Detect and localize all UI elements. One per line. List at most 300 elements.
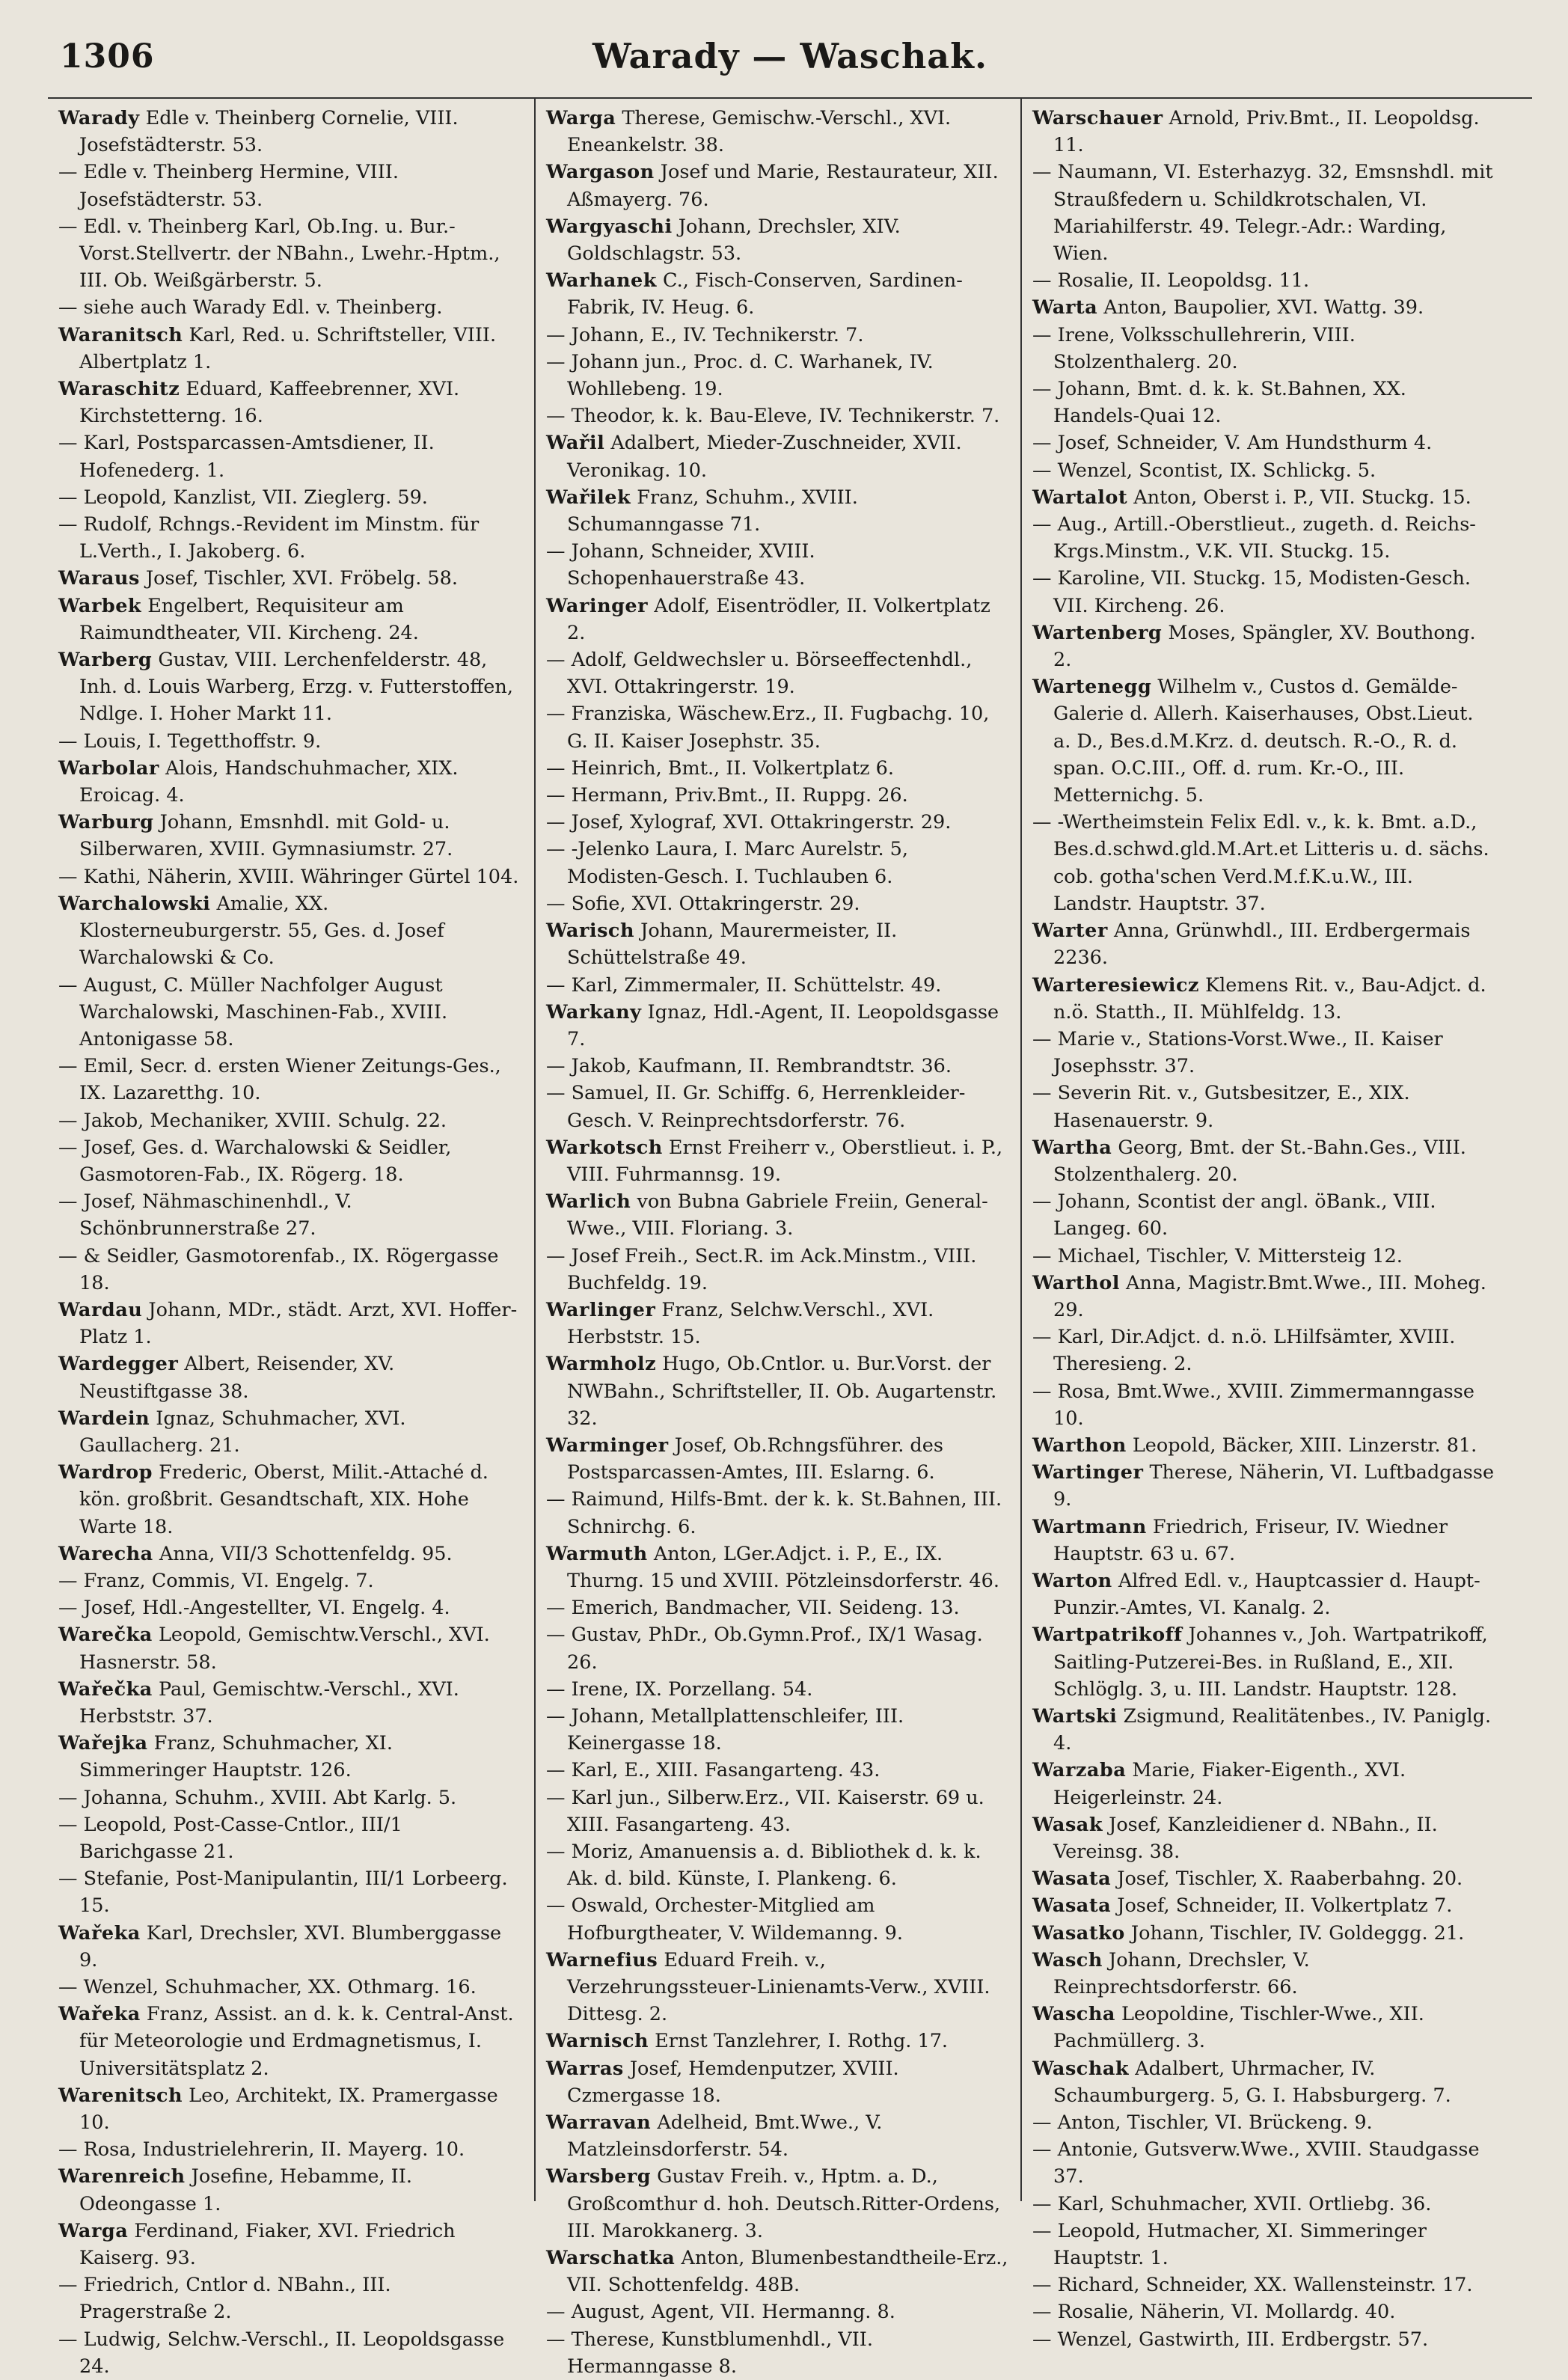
entry-details: — Sofie, XVI. Ottakringerstr. 29.	[546, 892, 860, 915]
entry-surname: Wartenegg	[1032, 676, 1152, 699]
directory-entry	[58, 1134, 524, 1188]
directory-entry	[546, 2109, 1010, 2163]
entry-details: Josefine, Hebamme, II. Odeongasse 1.	[79, 2165, 412, 2215]
entry-surname: Warchalowski	[58, 892, 211, 915]
entry-details: — Anton, Tischler, VI. Brückeng. 9.	[1032, 2111, 1373, 2135]
directory-entry	[58, 1567, 524, 1594]
directory-entry	[58, 1621, 524, 1675]
entry-details: Alois, Handschuhmacher, XIX. Eroicag. 4.	[79, 756, 459, 807]
entry-details: Johannes v., Joh. Wartpatrikoff, Saitling-Putzerei-Bes. in Rußland, E., XII. Schlöglg. 3, u. III. Landstr. Hauptstr. 128.	[1053, 1624, 1488, 1701]
directory-entry	[546, 429, 1010, 483]
page-number: 1306	[60, 37, 155, 76]
entry-details: Josef, Hemdenputzer, XVIII. Czmergasse 18.	[567, 2057, 899, 2107]
entry-surname: Waringer	[546, 594, 649, 617]
directory-entry	[546, 403, 1010, 429]
entry-details: Franz, Schuhmacher, XI. Simmeringer Hauptstr. 126.	[79, 1732, 393, 1782]
entry-details: — -Wertheimstein Felix Edl. v., k. k. Bmt. a.D., Bes.d.schwd.gld.M.Art.et Litteris u. d. sächs. cob. gotha'schen Verd.M.f.K.u.W., III. Landstr. Hauptstr. 37.	[1032, 811, 1489, 915]
directory-entry	[1032, 1811, 1496, 1865]
directory-entry	[1032, 972, 1496, 1026]
entry-details: Anton, Blumenbestandtheile-Erz., VII. Schottenfeldg. 48B.	[567, 2247, 1008, 2297]
directory-entry	[546, 836, 1010, 890]
directory-entry	[546, 2298, 1010, 2325]
directory-entry	[1032, 1270, 1496, 1324]
entry-details: — Jakob, Kaufmann, II. Rembrandtstr. 36.	[546, 1055, 952, 1078]
entry-surname: Waraus	[58, 567, 140, 590]
directory-entry	[58, 1865, 524, 1919]
column-middle	[534, 99, 1020, 2378]
entry-surname: Wartski	[1032, 1704, 1118, 1728]
directory-entry	[58, 1784, 524, 1811]
entry-details: Josef und Marie, Restaurateur, XII. Aßmayerg. 76.	[567, 161, 999, 211]
entry-details: Wilhelm v., Custos d. Gemälde-Galerie d. Allerh. Kaiserhauses, Obst.Lieut. a. D., Bes.d.M.Krz. d. deutsch. R.-O., R. d. span. O.C.III., Off. d. rum. Kr.-O., III. Metternichg. 5.	[1053, 676, 1474, 807]
directory-entry	[546, 1432, 1010, 1486]
directory-entry	[546, 809, 1010, 836]
entry-surname: Warkany	[546, 1000, 642, 1024]
entry-details: — Johann, Schneider, XVIII. Schopenhauerstraße 43.	[546, 540, 815, 590]
directory-entry	[58, 1107, 524, 1134]
entry-surname: Waranitsch	[58, 323, 183, 346]
entry-surname: Wartalot	[1032, 486, 1128, 509]
entry-surname: Warkotsch	[546, 1136, 663, 1159]
directory-entry	[1032, 267, 1496, 294]
entry-details: Johann, Drechsler, V. Reinprechtsdorferstr. 66.	[1053, 1948, 1310, 1999]
column-left	[48, 99, 534, 2378]
entry-details: Josef, Tischler, X. Raaberbahng. 20.	[1117, 1867, 1463, 1891]
entry-details: Johann, Maurermeister, II. Schüttelstraße 49.	[567, 920, 898, 970]
entry-surname: Warbek	[58, 594, 142, 617]
entry-details: Anna, VII/3 Schottenfeldg. 95.	[159, 1542, 453, 1565]
entry-details: — Josef, Hdl.-Angestellter, VI. Engelg. 4.	[58, 1597, 450, 1620]
directory-entry	[58, 159, 524, 212]
entry-details: — Johann jun., Proc. d. C. Warhanek, IV. Wohllebeng. 19.	[546, 350, 934, 401]
entry-details: — Franz, Commis, VI. Engelg. 7.	[58, 1569, 374, 1592]
entry-details: C., Fisch-Conserven, Sardinen-Fabrik, IV. Heug. 6.	[567, 269, 963, 319]
entry-details: — Irene, Volksschullehrerin, VIII. Stolzenthalerg. 20.	[1032, 323, 1356, 373]
entry-details: — Franziska, Wäschew.Erz., II. Fugbachg. 10, G. II. Kaiser Josephstr. 35.	[546, 703, 990, 753]
directory-entry	[1032, 1243, 1496, 1270]
directory-entry	[1032, 2272, 1496, 2298]
entry-details: — Jakob, Mechaniker, XVIII. Schulg. 22.	[58, 1109, 447, 1132]
entry-details: Ernst Freiherr v., Oberstlieut. i. P., VIII. Fuhrmannsg. 19.	[567, 1136, 1003, 1186]
directory-entry	[58, 1676, 524, 1730]
entry-details: — Josef, Ges. d. Warchalowski & Seidler, Gasmotoren-Fab., IX. Rögerg. 18.	[58, 1136, 452, 1186]
directory-entry	[58, 1243, 524, 1297]
entry-details: Leopoldine, Tischler-Wwe., XII. Pachmüllerg. 3.	[1053, 2003, 1424, 2053]
directory-entry	[546, 105, 1010, 159]
entry-surname: Warnisch	[546, 2030, 649, 2053]
directory-entry	[58, 1405, 524, 1459]
entry-details: — Kathi, Näherin, XVIII. Währinger Gürtel 104.	[58, 865, 519, 888]
entry-details: Ernst Tanzlehrer, I. Rothg. 17.	[655, 2030, 949, 2053]
entry-details: Adolf, Eisentrödler, II. Volkertplatz 2.	[567, 594, 990, 644]
directory-entry	[546, 2326, 1010, 2380]
entry-surname: Wasata	[1032, 1894, 1112, 1918]
entry-details: Anton, Oberst i. P., VII. Stuckg. 15.	[1133, 486, 1471, 509]
entry-details: Karl, Red. u. Schriftsteller, VIII. Albertplatz 1.	[79, 323, 497, 373]
entry-surname: Warenitsch	[58, 2084, 183, 2107]
entry-details: — Adolf, Geldwechsler u. Börseeffectenhdl., XVI. Ottakringerstr. 19.	[546, 649, 973, 699]
directory-entry	[58, 2326, 524, 2380]
entry-details: — Wenzel, Gastwirth, III. Erdbergstr. 57.	[1032, 2328, 1429, 2351]
entry-surname: Wargyaschi	[546, 215, 673, 238]
entry-details: Adalbert, Mieder-Zuschneider, XVII. Veronikag. 10.	[567, 432, 962, 482]
entry-details: — Josef, Nähmaschinenhdl., V. Schönbrunnerstraße 27.	[58, 1190, 352, 1241]
directory-entry	[546, 999, 1010, 1053]
entry-surname: Wařejka	[58, 1732, 148, 1755]
directory-entry	[1032, 1432, 1496, 1459]
entry-surname: Warbolar	[58, 756, 159, 780]
directory-entry	[1032, 1514, 1496, 1567]
entry-details: — Emerich, Bandmacher, VII. Seideng. 13.	[546, 1597, 960, 1620]
entry-surname: Wartenberg	[1032, 621, 1163, 644]
entry-details: Josef, Tischler, XVI. Fröbelg. 58.	[145, 567, 458, 590]
directory-entry	[546, 1080, 1010, 1134]
directory-entry	[58, 511, 524, 565]
directory-entry	[546, 1486, 1010, 1540]
entry-details: — Karoline, VII. Stuckg. 15, Modisten-Gesch. VII. Kircheng. 26.	[1032, 567, 1471, 617]
entry-details: — Moriz, Amanuensis a. d. Bibliothek d. k. k. Ak. d. bild. Künste, I. Plankeng. 6.	[546, 1841, 981, 1891]
entry-details: — Rosa, Industrielehrerin, II. Mayerg. 10.	[58, 2138, 465, 2162]
directory-entry	[546, 2163, 1010, 2245]
entry-details: — Samuel, II. Gr. Schiffg. 6, Herrenkleider-Gesch. V. Reinprechtsdorferstr. 76.	[546, 1082, 966, 1132]
directory-entry	[1032, 105, 1496, 159]
entry-surname: Warschatka	[546, 2247, 676, 2270]
directory-entry	[1032, 322, 1496, 376]
entry-details: — Josef, Schneider, V. Am Hundsthurm 4.	[1032, 432, 1433, 455]
directory-entry	[1032, 1188, 1496, 1242]
entry-details: Paul, Gemischtw.-Verschl., XVI. Herbststr. 37.	[79, 1677, 459, 1728]
entry-surname: Wardau	[58, 1298, 143, 1321]
entry-surname: Waraschitz	[58, 378, 180, 401]
directory-entry	[546, 484, 1010, 538]
directory-entry	[1032, 809, 1496, 917]
directory-entry	[58, 2272, 524, 2325]
entry-details: Therese, Gemischw.-Verschl., XVI. Eneankelstr. 38.	[567, 107, 952, 157]
entry-details: — Wenzel, Schuhmacher, XX. Othmarg. 16.	[58, 1976, 477, 1999]
entry-surname: Wasak	[1032, 1813, 1103, 1836]
entry-details: Eduard, Kaffeebrenner, XVI. Kirchstetterng. 16.	[79, 378, 460, 428]
entry-details: — Leopold, Hutmacher, XI. Simmeringer Hauptstr. 1.	[1032, 2219, 1427, 2270]
directory-entry	[546, 159, 1010, 212]
entry-details: Franz, Selchw.Verschl., XVI. Herbststr. 15.	[567, 1298, 934, 1349]
entry-surname: Warga	[58, 2219, 129, 2242]
directory-entry	[1032, 1567, 1496, 1621]
entry-details: — Friedrich, Cntlor d. NBahn., III. Pragerstraße 2.	[58, 2274, 391, 2324]
entry-surname: Wardrop	[58, 1461, 153, 1484]
directory-entry	[58, 105, 524, 159]
entry-details: Ignaz, Schuhmacher, XVI. Gaullacherg. 21.	[79, 1407, 406, 1457]
directory-entry	[1032, 1459, 1496, 1513]
entry-surname: Wartpatrikoff	[1032, 1624, 1183, 1647]
directory-entry	[58, 294, 524, 321]
directory-entry	[546, 2028, 1010, 2055]
entry-surname: Warter	[1032, 920, 1108, 943]
entry-surname: Wasch	[1032, 1948, 1103, 1971]
entry-surname: Warga	[546, 107, 616, 129]
entry-details: — Johanna, Schuhm., XVIII. Abt Karlg. 5.	[58, 1786, 457, 1809]
directory-entry	[546, 322, 1010, 349]
directory-entry	[546, 349, 1010, 403]
directory-entry	[58, 646, 524, 728]
entry-details: — Theodor, k. k. Bau-Eleve, IV. Technikerstr. 7.	[546, 405, 1000, 428]
directory-entry	[58, 809, 524, 863]
entry-surname: Wasata	[1032, 1867, 1112, 1891]
entry-details: Johann, MDr., städt. Arzt, XVI. Hoffer-Platz 1.	[79, 1298, 518, 1349]
directory-entry	[546, 700, 1010, 754]
entry-details: — August, Agent, VII. Hermanng. 8.	[546, 2301, 895, 2324]
entry-surname: Wascha	[1032, 2003, 1115, 2026]
entry-details: Josef, Schneider, II. Volkertplatz 7.	[1117, 1894, 1453, 1918]
entry-surname: Wargason	[546, 161, 655, 184]
entry-surname: Warton	[1032, 1569, 1112, 1592]
directory-entry	[1032, 1892, 1496, 1919]
directory-entry	[58, 213, 524, 295]
directory-entry	[1032, 159, 1496, 267]
directory-entry	[58, 863, 524, 890]
directory-entry	[58, 1053, 524, 1107]
entry-surname: Warras	[546, 2057, 624, 2080]
entry-details: Anton, Baupolier, XVI. Wattg. 39.	[1103, 296, 1424, 319]
column-right	[1020, 99, 1507, 2351]
columns	[48, 97, 1532, 2378]
entry-surname: Wařečka	[58, 1677, 153, 1701]
entry-details: — Wenzel, Scontist, IX. Schlickg. 5.	[1032, 459, 1376, 482]
entry-details: — Louis, I. Tegetthoffstr. 9.	[58, 729, 322, 753]
entry-details: — Johann, Bmt. d. k. k. St.Bahnen, XX. Handels-Quai 12.	[1032, 378, 1406, 428]
entry-details: — Stefanie, Post-Manipulantin, III/1 Lorbeerg. 15.	[58, 1867, 508, 1918]
directory-entry	[1032, 1757, 1496, 1811]
entry-details: — Marie v., Stations-Vorst.Wwe., II. Kaiser Josephsstr. 37.	[1032, 1027, 1443, 1078]
directory-entry	[1032, 2001, 1496, 2055]
entry-details: Klemens Rit. v., Bau-Adjct. d. n.ö. Statth., II. Mühlfeldg. 13.	[1053, 973, 1486, 1024]
entry-details: Leo, Architekt, IX. Pramergasse 10.	[79, 2084, 498, 2135]
entry-surname: Warschauer	[1032, 107, 1163, 129]
directory-entry	[546, 1703, 1010, 1757]
entry-details: — Rudolf, Rchngs.-Revident im Minstm. für L.Verth., I. Jakoberg. 6.	[58, 513, 480, 563]
entry-details: — Richard, Schneider, XX. Wallensteinstr. 17.	[1032, 2274, 1473, 2297]
entry-details: Therese, Näherin, VI. Luftbadgasse 9.	[1053, 1461, 1495, 1511]
entry-details: — Naumann, VI. Esterhazyg. 32, Emsnshdl. mit Straußfedern u. Schildkrotschalen, VI. Mariahilferstr. 49. Telegr.-Adr.: Warding, Wien.	[1032, 161, 1493, 266]
entry-details: Anna, Magistr.Bmt.Wwe., III. Moheg. 29.	[1053, 1271, 1486, 1321]
entry-surname: Wartmann	[1032, 1515, 1147, 1538]
entry-surname: Warta	[1032, 296, 1098, 319]
entry-surname: Wasatko	[1032, 1921, 1125, 1945]
entry-details: — Karl jun., Silberw.Erz., VII. Kaiserstr. 69 u. XIII. Fasangarteng. 43.	[546, 1786, 984, 1836]
directory-entry	[546, 890, 1010, 917]
directory-entry	[58, 593, 524, 646]
entry-details: — siehe auch Warady Edl. v. Theinberg.	[58, 296, 443, 319]
directory-entry	[1032, 429, 1496, 456]
entry-details: — Karl, Zimmermaler, II. Schüttelstr. 49.	[546, 973, 942, 997]
entry-details: Georg, Bmt. der St.-Bahn.Ges., VIII. Stolzenthalerg. 20.	[1053, 1136, 1466, 1186]
directory-entry	[58, 484, 524, 511]
directory-entry	[546, 593, 1010, 646]
entry-details: — Johann, E., IV. Technikerstr. 7.	[546, 323, 864, 346]
entry-surname: Warthol	[1032, 1271, 1120, 1294]
directory-entry	[1032, 2218, 1496, 2272]
directory-entry	[1032, 917, 1496, 971]
entry-details: — Severin Rit. v., Gutsbesitzer, E., XIX. Hasenauerstr. 9.	[1032, 1082, 1410, 1132]
directory-entry	[58, 1811, 524, 1865]
entry-details: Johann, Drechsler, XIV. Goldschlagstr. 53.	[567, 215, 901, 266]
directory-entry	[58, 2082, 524, 2136]
entry-surname: Warhanek	[546, 269, 657, 293]
entry-surname: Warečka	[58, 1624, 153, 1647]
entry-surname: Warzaba	[1032, 1759, 1127, 1782]
entry-surname: Warecha	[58, 1542, 153, 1565]
directory-entry	[1032, 2191, 1496, 2218]
entry-surname: Warady	[58, 107, 140, 129]
directory-entry	[58, 322, 524, 376]
directory-entry	[58, 728, 524, 755]
directory-entry	[58, 565, 524, 592]
directory-entry	[58, 1350, 524, 1404]
directory-entry	[546, 1676, 1010, 1703]
directory-entry	[58, 1541, 524, 1567]
entry-details: Adelheid, Bmt.Wwe., V. Matzleinsdorferstr. 54.	[567, 2111, 883, 2162]
entry-surname: Warnefius	[546, 1948, 658, 1971]
directory-entry	[546, 267, 1010, 321]
entry-details: Edle v. Theinberg Cornelie, VIII. Josefstädterstr. 53.	[79, 107, 459, 157]
directory-entry	[1032, 2136, 1496, 2190]
directory-entry	[1032, 1026, 1496, 1080]
directory-entry	[1032, 1947, 1496, 2001]
directory-entry	[546, 2055, 1010, 2109]
directory-entry	[58, 2218, 524, 2272]
entry-surname: Wartha	[1032, 1136, 1112, 1159]
directory-entry	[1032, 2109, 1496, 2136]
entry-surname: Warberg	[58, 649, 153, 672]
directory-entry	[58, 1188, 524, 1242]
directory-entry	[546, 972, 1010, 999]
entry-details: Eduard Freih. v., Verzehrungssteuer-Linienamts-Verw., XVIII. Dittesg. 2.	[567, 1948, 990, 2026]
entry-details: Franz, Assist. an d. k. k. Central-Anst. für Meteorologie und Erdmagnetismus, I. Universitätsplatz 2.	[79, 2003, 514, 2080]
directory-entry	[546, 755, 1010, 782]
entry-surname: Wardein	[58, 1407, 150, 1430]
directory-entry	[1032, 294, 1496, 321]
entry-surname: Warthon	[1032, 1434, 1127, 1457]
directory-entry	[546, 1188, 1010, 1242]
directory-entry	[1032, 511, 1496, 565]
entry-details: — August, C. Müller Nachfolger August Warchalowski, Maschinen-Fab., XVIII. Antonigasse 58.	[58, 973, 448, 1050]
entry-details: Anton, LGer.Adjct. i. P., E., IX. Thurng. 15 und XVIII. Pötzleinsdorferstr. 46.	[567, 1542, 999, 1592]
directory-entry	[546, 1541, 1010, 1594]
entry-details: Moses, Spängler, XV. Bouthong. 2.	[1053, 621, 1476, 672]
directory-entry	[546, 213, 1010, 267]
entry-surname: Warisch	[546, 920, 634, 943]
entry-details: — Hermann, Priv.Bmt., II. Ruppg. 26.	[546, 784, 908, 807]
entry-details: Johann, Tischler, IV. Goldeggg. 21.	[1130, 1921, 1465, 1945]
entry-details: Hugo, Ob.Cntlor. u. Bur.Vorst. der NWBahn., Schriftsteller, II. Ob. Augartenstr. 32.	[567, 1353, 997, 1430]
entry-details: Albert, Reisender, XV. Neustiftgasse 38.	[79, 1353, 395, 1403]
directory-entry	[58, 2163, 524, 2217]
entry-details: Amalie, XX. Klosterneuburgerstr. 55, Ges. d. Josef Warchalowski & Co.	[79, 892, 444, 970]
directory-entry	[546, 1243, 1010, 1297]
entry-details: — Leopold, Kanzlist, VII. Zieglerg. 59.	[58, 486, 428, 509]
entry-details: — Rosa, Bmt.Wwe., XVIII. Zimmermanngasse 10.	[1032, 1380, 1474, 1430]
directory-entry	[58, 429, 524, 483]
entry-details: Alfred Edl. v., Hauptcassier d. Haupt-Punzir.-Amtes, VI. Kanalg. 2.	[1053, 1569, 1480, 1620]
entry-surname: Warsberg	[546, 2165, 652, 2188]
entry-details: Karl, Drechsler, XVI. Blumberggasse 9.	[79, 1921, 502, 1971]
entry-details: Ferdinand, Fiaker, XVI. Friedrich Kaiserg. 93.	[79, 2219, 456, 2270]
directory-entry	[1032, 457, 1496, 484]
entry-details: — Karl, E., XIII. Fasangarteng. 43.	[546, 1759, 881, 1782]
directory-entry	[1032, 2326, 1496, 2353]
entry-details: Zsigmund, Realitätenbes., IV. Paniglg. 4.	[1053, 1704, 1492, 1755]
directory-entry	[58, 755, 524, 809]
directory-entry	[58, 890, 524, 972]
directory-entry	[546, 1297, 1010, 1350]
directory-entry	[546, 1134, 1010, 1188]
entry-surname: Warlich	[546, 1190, 631, 1214]
entry-details: — Oswald, Orchester-Mitglied am Hofburgtheater, V. Wildemanng. 9.	[546, 1894, 903, 1945]
entry-details: — Ludwig, Selchw.-Verschl., II. Leopoldsgasse 24.	[58, 2328, 505, 2378]
directory-entry	[1032, 2298, 1496, 2325]
directory-entry	[58, 1920, 524, 1974]
directory-entry	[1032, 1378, 1496, 1432]
entry-surname: Wařeka	[58, 1921, 141, 1945]
entry-surname: Warteresiewicz	[1032, 973, 1199, 997]
entry-details: — Therese, Kunstblumenhdl., VII. Hermanngasse 8.	[546, 2328, 873, 2378]
directory-entry	[58, 1459, 524, 1541]
entry-surname: Warmholz	[546, 1353, 657, 1376]
entry-details: — Leopold, Post-Casse-Cntlor., III/1 Barichgasse 21.	[58, 1813, 402, 1863]
directory-entry	[1032, 376, 1496, 429]
directory-entry	[58, 1297, 524, 1350]
entry-details: — Irene, IX. Porzellang. 54.	[546, 1677, 813, 1701]
page-header	[48, 30, 1532, 97]
directory-entry	[58, 2136, 524, 2163]
entry-details: — Josef Freih., Sect.R. im Ack.Minstm., VIII. Buchfeldg. 19.	[546, 1244, 977, 1294]
directory-entry	[1032, 484, 1496, 511]
directory-entry	[546, 1947, 1010, 2028]
entry-surname: Wartinger	[1032, 1461, 1144, 1484]
directory-entry	[1032, 1134, 1496, 1188]
entry-surname: Wařilek	[546, 486, 631, 509]
entry-details: — Edle v. Theinberg Hermine, VIII. Josefstädterstr. 53.	[58, 161, 399, 211]
entry-details: Anna, Grünwhdl., III. Erdbergermais 2236.	[1053, 920, 1471, 970]
entry-details: — Rosalie, II. Leopoldsg. 11.	[1032, 269, 1310, 293]
directory-entry	[546, 538, 1010, 592]
directory-entry	[58, 972, 524, 1053]
entry-details: — Karl, Schuhmacher, XVII. Ortliebg. 36.	[1032, 2192, 1432, 2215]
entry-surname: Warlinger	[546, 1298, 656, 1321]
entry-details: Arnold, Priv.Bmt., II. Leopoldsg. 11.	[1053, 107, 1480, 157]
entry-details: Josef, Kanzleidiener d. NBahn., II. Vereinsg. 38.	[1053, 1813, 1438, 1863]
entry-details: — -Jelenko Laura, I. Marc Aurelstr. 5, Modisten-Gesch. I. Tuchlauben 6.	[546, 838, 908, 888]
directory-entry	[546, 1784, 1010, 1838]
directory-entry	[1032, 1621, 1496, 1703]
entry-details: — Antonie, Gutsverw.Wwe., XVIII. Staudgasse 37.	[1032, 2138, 1480, 2188]
directory-entry	[1032, 2055, 1496, 2109]
directory-entry	[58, 1594, 524, 1621]
directory-entry	[58, 2001, 524, 2082]
directory-entry	[1032, 1080, 1496, 1134]
entry-details: — Karl, Postsparcassen-Amtsdiener, II. Hofenederg. 1.	[58, 432, 435, 482]
directory-entry	[1032, 620, 1496, 673]
entry-details: — Josef, Xylograf, XVI. Ottakringerstr. 29.	[546, 811, 952, 834]
entry-details: Marie, Fiaker-Eigenth., XVI. Heigerleinstr. 24.	[1053, 1759, 1406, 1809]
directory-entry	[1032, 673, 1496, 809]
entry-surname: Warminger	[546, 1434, 669, 1457]
directory-entry	[546, 2245, 1010, 2298]
entry-details: Gustav, VIII. Lerchenfelderstr. 48, Inh. d. Louis Warberg, Erzg. v. Futterstoffen, Ndlge. I. Hoher Markt 11.	[79, 649, 513, 726]
page-title: Warady — Waschak.	[592, 36, 987, 76]
directory-entry	[546, 1757, 1010, 1784]
entry-details: — Johann, Metallplattenschleifer, III. Keinergasse 18.	[546, 1704, 904, 1755]
entry-details: Adalbert, Uhrmacher, IV. Schaumburgerg. 5, G. I. Habsburgerg. 7.	[1053, 2057, 1451, 2107]
